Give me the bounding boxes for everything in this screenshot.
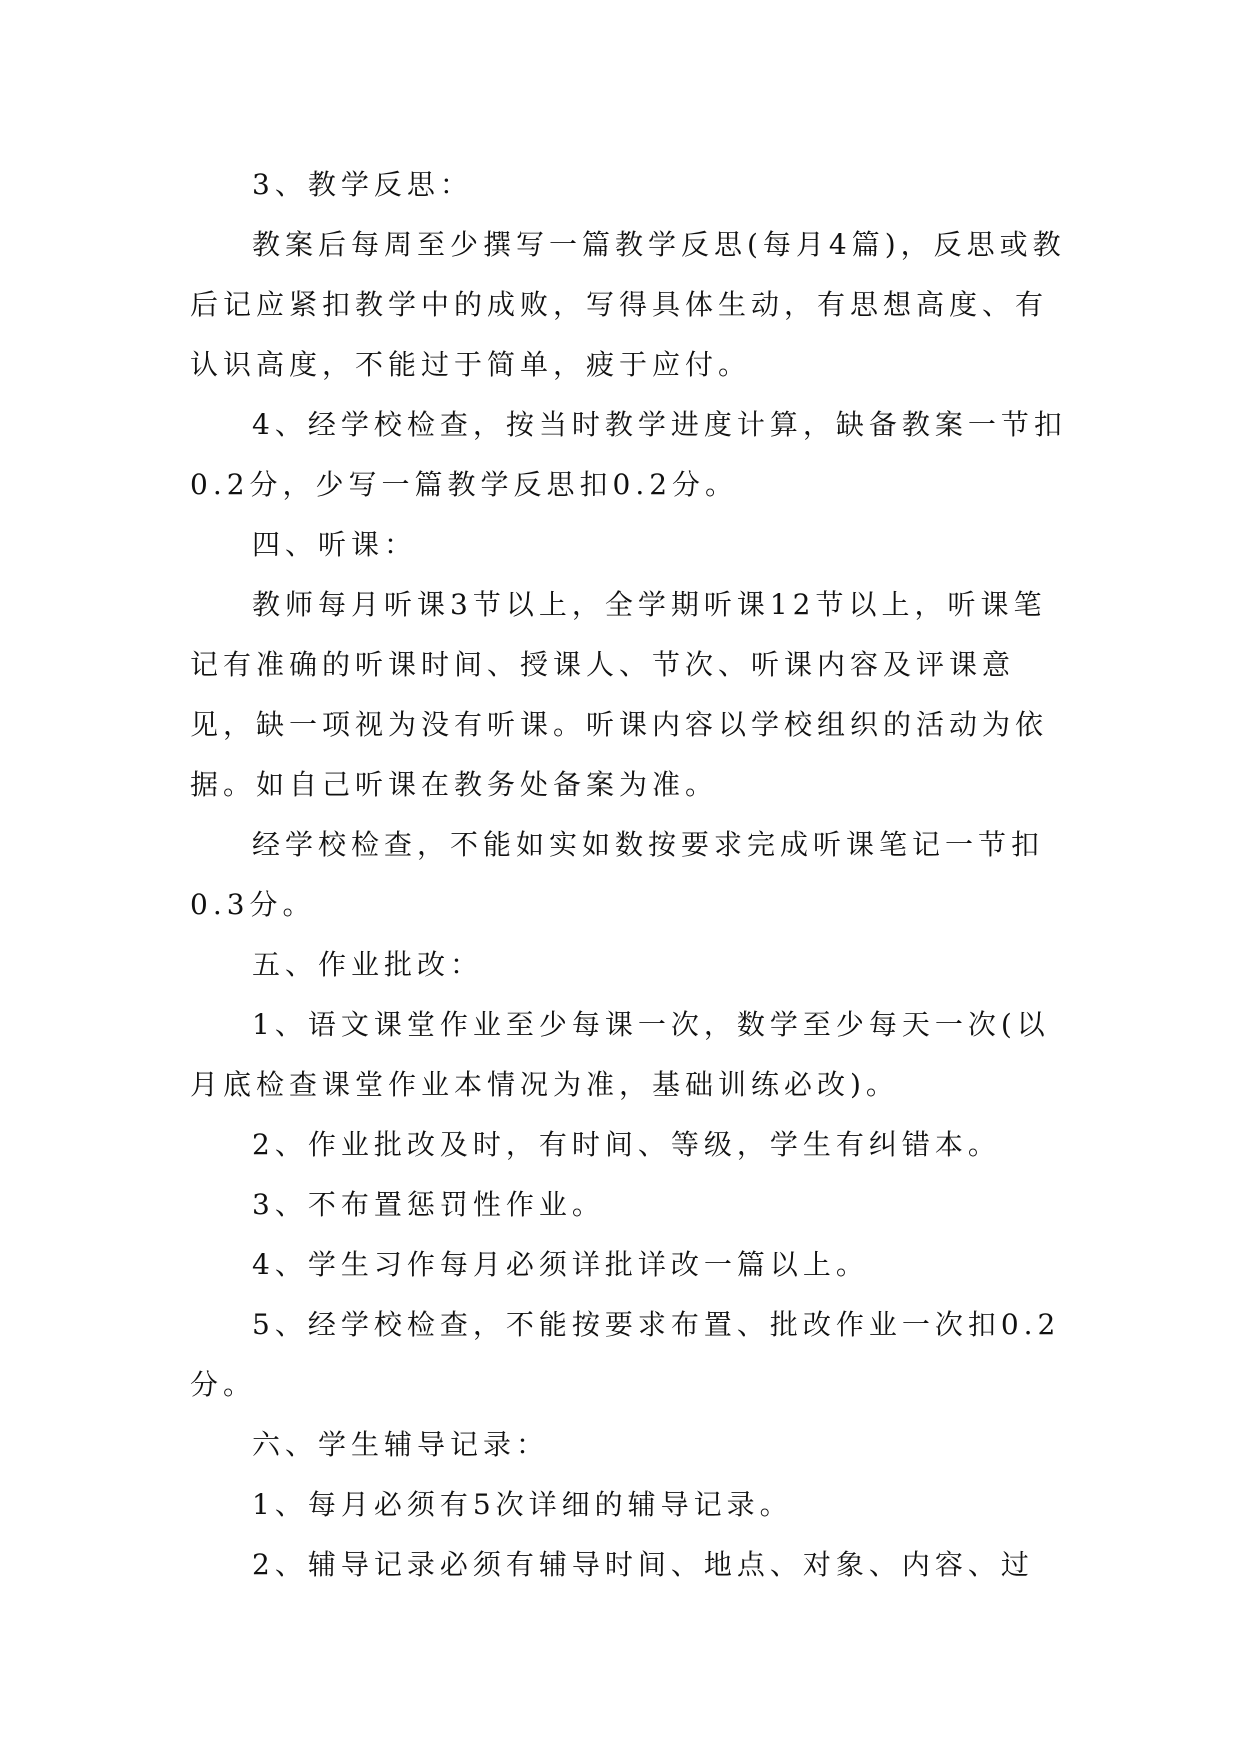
paragraph-lesson-observation-requirements: 教师每月听课3节以上，全学期听课12节以上，听课笔记有准确的听课时间、授课人、节次、听课内容及评课意见，缺一项视为没有听课。听课内容以学校组织的活动为依据。如自己听课在教务处备案为准。 — [190, 588, 1049, 801]
paragraph-section-four-heading: 四、听课： — [252, 528, 418, 561]
paragraph-homework-frequency: 1、语文课堂作业至少每课一次，数学至少每天一次(以月底检查课堂作业本情况为准，基础训练必改)。 — [190, 1008, 1050, 1101]
paragraph-no-punitive-homework: 3、不布置惩罚性作业。 — [252, 1188, 605, 1221]
document-body — [190, 155, 1070, 1595]
paragraph-lesson-plan-deduction: 4、经学校检查，按当时教学进度计算，缺备教案一节扣0.2分，少写一篇教学反思扣0.2分。 — [190, 408, 1067, 501]
paragraph-homework-deduction: 5、经学校检查，不能按要求布置、批改作业一次扣0.2分。 — [190, 1308, 1061, 1401]
paragraph-lesson-observation-deduction: 经学校检查，不能如实如数按要求完成听课笔记一节扣0.3分。 — [190, 828, 1045, 921]
paragraph-section-five-heading: 五、作业批改： — [252, 948, 484, 981]
paragraph-composition-marking: 4、学生习作每月必须详批详改一篇以上。 — [252, 1248, 869, 1281]
paragraph-homework-timeliness: 2、作业批改及时，有时间、等级，学生有纠错本。 — [252, 1128, 1001, 1161]
paragraph-teaching-reflection-heading: 3、教学反思： — [252, 168, 473, 201]
paragraph-tutoring-record-details: 2、辅导记录必须有辅导时间、地点、对象、内容、过 — [252, 1548, 1034, 1581]
paragraph-teaching-reflection-body: 教案后每周至少撰写一篇教学反思(每月4篇)，反思或教后记应紧扣教学中的成败，写得具体生动，有思想高度、有认识高度，不能过于简单，疲于应付。 — [190, 228, 1066, 381]
paragraph-section-six-heading: 六、学生辅导记录： — [252, 1428, 550, 1461]
paragraph-tutoring-frequency: 1、每月必须有5次详细的辅导记录。 — [252, 1488, 793, 1521]
